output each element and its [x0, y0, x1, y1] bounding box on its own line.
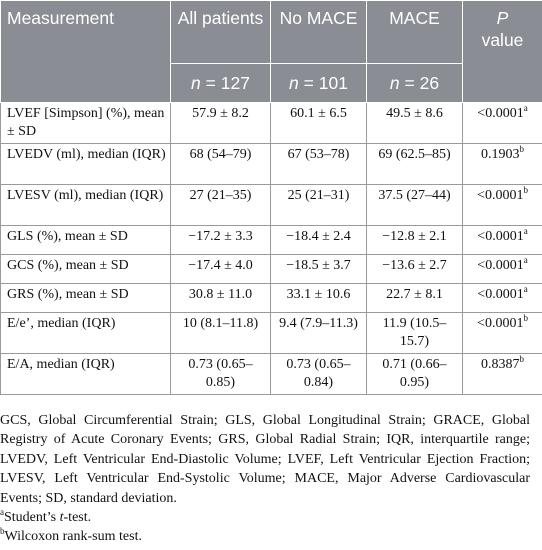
table-body	[1, 103, 542, 395]
cell-all: −17.2 ± 3.3	[171, 226, 271, 255]
cell-p: <0.0001$^a$	[463, 255, 542, 284]
row-label: LVESV (ml), median (IQR)	[1, 185, 171, 226]
header-p-value	[463, 1, 542, 103]
row-label: GRS (%), mean ± SD	[1, 284, 171, 313]
cell-mace: 37.5 (27–44)	[367, 185, 463, 226]
cell-all: 30.8 ± 11.0	[171, 284, 271, 313]
table-row	[1, 185, 542, 226]
cell-p: <0.0001$^a$	[463, 103, 542, 144]
row-label: E/e’, median (IQR)	[1, 313, 171, 354]
header-n-mace: n = 26	[367, 64, 463, 103]
cell-nomace: 0.73 (0.65–0.84)	[271, 354, 367, 395]
cell-nomace: 9.4 (7.9–11.3)	[271, 313, 367, 354]
table-row	[1, 144, 542, 185]
cell-mace: 69 (62.5–85)	[367, 144, 463, 185]
table-row	[1, 354, 542, 395]
cell-mace: 0.71 (0.66–0.95)	[367, 354, 463, 395]
abbreviations-note: GCS, Global Circumferential Strain; GLS, Global Longitudinal Strain; GRACE, Global Registry of Acute Coronary Events; GRS, Global Radial Strain; IQR, interquartile range; LVEDV, Left Ventricular End-Diastolic Volume; LVEF, Left Ventricular Ejection Fraction; LVESV, Left Ventricular End-Systolic Volume; MACE, Major Adverse Cardiovascular Events; SD, standard deviation.	[0, 413, 530, 506]
cell-nomace: −18.5 ± 3.7	[271, 255, 367, 284]
header-no-mace: No MACE	[271, 1, 367, 64]
cell-all: 57.9 ± 8.2	[171, 103, 271, 144]
header-measurement: Measurement	[1, 1, 171, 103]
header-mace: MACE	[367, 1, 463, 64]
table-footnotes	[0, 411, 530, 547]
cell-mace: 11.9 (10.5–15.7)	[367, 313, 463, 354]
footnote-b: $^b$Wilcoxon rank-sum test.	[0, 526, 142, 545]
cell-mace: −12.8 ± 2.1	[367, 226, 463, 255]
cell-all: 10 (8.1–11.8)	[171, 313, 271, 354]
cell-nomace: 25 (21–31)	[271, 185, 367, 226]
header-n-nomace: n = 101	[271, 64, 367, 103]
p-value-word: value	[481, 30, 524, 50]
row-label: E/A, median (IQR)	[1, 354, 171, 395]
header-n-all: n = 127	[171, 64, 271, 103]
cell-nomace: 60.1 ± 6.5	[271, 103, 367, 144]
cell-nomace: −18.4 ± 2.4	[271, 226, 367, 255]
table-row	[1, 226, 542, 255]
table-row	[1, 103, 542, 144]
cell-p: 0.1903$^b$	[463, 144, 542, 185]
cell-p: <0.0001$^a$	[463, 226, 542, 255]
cell-nomace: 67 (53–78)	[271, 144, 367, 185]
footnote-a: $^a$Student’s t-test.	[0, 507, 92, 526]
table-row	[1, 284, 542, 313]
cell-all: 0.73 (0.65–0.85)	[171, 354, 271, 395]
row-label: GCS (%), mean ± SD	[1, 255, 171, 284]
row-label: LVEF [Simpson] (%), mean ± SD	[1, 103, 171, 144]
cell-all: 27 (21–35)	[171, 185, 271, 226]
cell-p: <0.0001$^b$	[463, 313, 542, 354]
cell-mace: −13.6 ± 2.7	[367, 255, 463, 284]
cell-p: 0.8387$^b$	[463, 354, 542, 395]
table-row	[1, 255, 542, 284]
row-label: GLS (%), mean ± SD	[1, 226, 171, 255]
row-label: LVEDV (ml), median (IQR)	[1, 144, 171, 185]
table-row	[1, 313, 542, 354]
cell-p: <0.0001$^a$	[463, 284, 542, 313]
header-all-patients: All patients	[171, 1, 271, 64]
p-symbol: P	[496, 8, 509, 28]
table-header	[1, 1, 542, 103]
cell-all: 68 (54–79)	[171, 144, 271, 185]
cell-mace: 49.5 ± 8.6	[367, 103, 463, 144]
cell-all: −17.4 ± 4.0	[171, 255, 271, 284]
cell-mace: 22.7 ± 8.1	[367, 284, 463, 313]
cell-nomace: 33.1 ± 10.6	[271, 284, 367, 313]
cell-p: <0.0001$^b$	[463, 185, 542, 226]
